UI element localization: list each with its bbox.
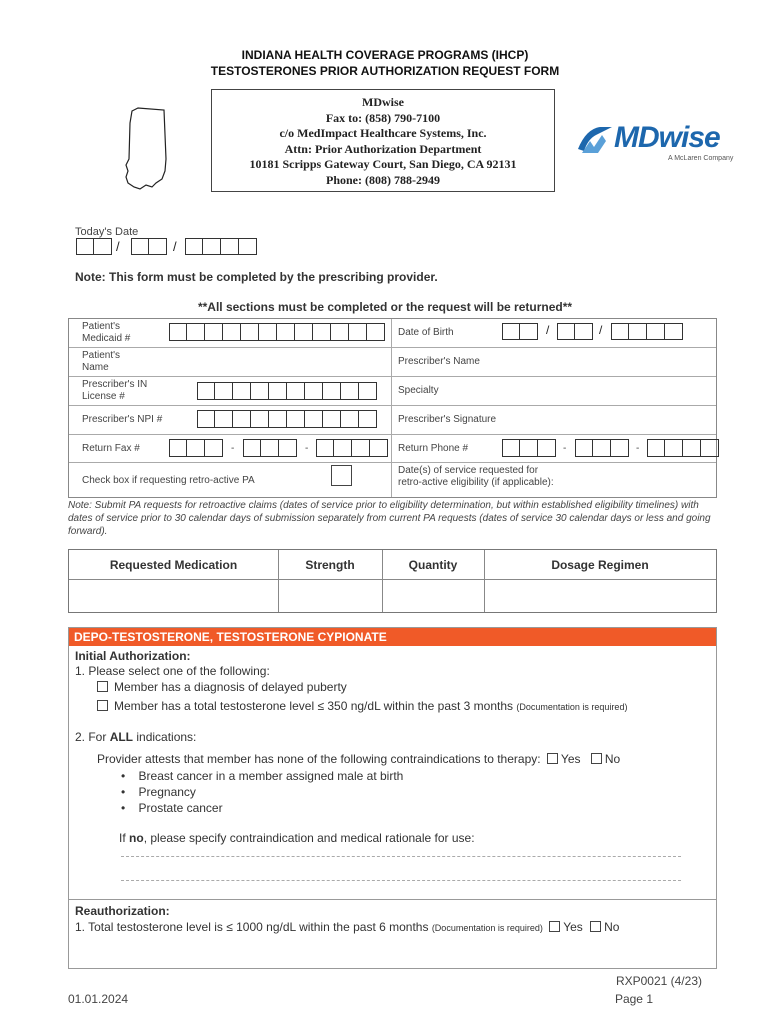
date-day-input[interactable]: [131, 238, 167, 255]
fax-phone: Phone: (808) 788-2949: [326, 172, 440, 187]
dob-year-input[interactable]: [611, 323, 683, 340]
specialty-label: Specialty: [398, 385, 439, 396]
col-dosage-regimen: Dosage Regimen: [551, 557, 649, 572]
return-phone-line-input[interactable]: [647, 439, 719, 457]
date-month-input[interactable]: [76, 238, 112, 255]
return-phone-area-input[interactable]: [502, 439, 556, 457]
date-year-input[interactable]: [185, 238, 257, 255]
attest-yes-checkbox[interactable]: [547, 753, 558, 764]
footer-form-id: RXP0021 (4/23): [615, 974, 702, 988]
retro-checkbox-label: Check box if requesting retro-active PA: [82, 475, 255, 486]
all-sections-note: **All sections must be completed or the request will be returned**: [197, 300, 573, 314]
return-fax-prefix-input[interactable]: [243, 439, 297, 457]
attest-no-checkbox[interactable]: [591, 753, 602, 764]
reauth-no-checkbox[interactable]: [590, 921, 601, 932]
quantity-input[interactable]: [383, 580, 484, 612]
indiana-map-icon: [118, 107, 180, 193]
signature-label: Prescriber's Signature: [398, 414, 497, 425]
footer-page-number: Page 1: [614, 992, 653, 1006]
provider-note: Note: This form must be completed by the prescribing provider.: [75, 270, 438, 284]
return-phone-prefix-input[interactable]: [575, 439, 629, 457]
fax-dash-2: -: [305, 443, 309, 454]
col-requested-medication: Requested Medication: [109, 557, 238, 572]
reauth-no-label: No: [604, 920, 620, 934]
dosage-regimen-input[interactable]: [485, 580, 716, 612]
dob-label: Date of Birth: [398, 327, 454, 338]
testosterone-level-text: Member has a total testosterone level ≤ 350 ng/dL within the past 3 months: [114, 699, 514, 713]
fax-attention: Attn: Prior Authorization Department: [284, 141, 482, 156]
delayed-puberty-checkbox[interactable]: [97, 681, 108, 692]
doc-required-note-1: (Documentation is required): [516, 702, 628, 712]
fax-dash-1: -: [231, 443, 235, 454]
prescriber-name-label: Prescriber's Name: [398, 356, 480, 367]
reauth-heading: Reauthorization:: [75, 904, 170, 918]
fax-address: 10181 Scripps Gateway Court, San Diego, CA 92131: [249, 157, 517, 171]
question-2: 2. For ALL indications:: [75, 730, 197, 744]
npi-number-input[interactable]: [197, 410, 377, 428]
strength-input[interactable]: [279, 580, 382, 612]
attestation-line: [97, 752, 620, 766]
medicaid-number-input[interactable]: [169, 323, 385, 341]
fax-care-of: c/o MedImpact Healthcare Systems, Inc.: [279, 126, 487, 140]
contraindication-prompt: If no, please specify contraindication and medical rationale for use:: [119, 831, 475, 845]
todays-date-label: Today's Date: [75, 226, 139, 238]
rationale-line-2[interactable]: [121, 880, 681, 881]
attest-no-label: No: [604, 752, 621, 766]
mdwise-swoosh-icon: [576, 123, 616, 157]
bullet-item: • Prostate cancer: [121, 801, 223, 815]
criteria-section: [68, 627, 717, 969]
retro-note: Note: Submit PA requests for retroactive claims (dates of service prior to eligibility determination, but within established eligibility timelines) with dates of service prior to 30 calendar days of submission separately from current PA requests (dates of service 30 calendar days or less and going forward).: [68, 500, 711, 537]
question-1: 1. Please select one of the following:: [75, 664, 270, 678]
phone-dash-1: -: [563, 443, 567, 454]
option-delayed-puberty: [97, 680, 347, 694]
dob-day-input[interactable]: [557, 323, 593, 340]
license-number-input[interactable]: [197, 382, 377, 400]
rationale-line-1[interactable]: [121, 856, 681, 857]
fax-info-box: [211, 89, 555, 192]
form-title-line1: INDIANA HEALTH COVERAGE PROGRAMS (IHCP): [241, 48, 529, 62]
bullet-item: • Breast cancer in a member assigned male at birth: [121, 769, 404, 783]
attest-yes-label: Yes: [560, 752, 581, 766]
patient-prescriber-grid: [68, 318, 717, 498]
reauth-yes-label: Yes: [563, 920, 583, 934]
dob-month-input[interactable]: [502, 323, 538, 340]
form-title-line2: TESTOSTERONES PRIOR AUTHORIZATION REQUEST FORM: [210, 64, 560, 78]
col-strength: Strength: [305, 557, 355, 572]
footer-date: 01.01.2024: [68, 992, 129, 1006]
section-header-bar: DEPO-TESTOSTERONE, TESTOSTERONE CYPIONATE: [69, 628, 716, 646]
doc-required-note-2: (Documentation is required): [431, 923, 543, 933]
option-testosterone-level: [97, 699, 627, 713]
return-phone-label: Return Phone #: [398, 443, 469, 454]
return-fax-area-input[interactable]: [169, 439, 223, 457]
return-fax-line-input[interactable]: [316, 439, 388, 457]
dob-sep-1: /: [546, 323, 550, 337]
patient-name-label: Patient's Name: [82, 350, 121, 373]
dos-label: Date(s) of service requested for retro-active eligibility (if applicable):: [398, 465, 554, 488]
dob-sep-2: /: [599, 323, 603, 337]
fax-plan-name: MDwise: [362, 95, 404, 109]
attestation-text: Provider attests that member has none of the following contraindications to therapy:: [97, 752, 541, 766]
reauth-question: [75, 920, 619, 934]
initial-auth-heading: Initial Authorization:: [75, 649, 191, 663]
license-label: Prescriber's IN License #: [82, 379, 148, 402]
fax-number: Fax to: (858) 790-7100: [325, 110, 441, 125]
npi-label: Prescriber's NPI #: [82, 414, 163, 425]
mdwise-logo-text: MDwise: [614, 121, 720, 154]
testosterone-level-checkbox[interactable]: [97, 700, 108, 711]
col-quantity: Quantity: [408, 557, 458, 572]
delayed-puberty-text: Member has a diagnosis of delayed puberty: [114, 680, 347, 694]
phone-dash-2: -: [636, 443, 640, 454]
return-fax-label: Return Fax #: [82, 443, 140, 454]
medication-input[interactable]: [69, 580, 278, 612]
reauth-question-text: 1. Total testosterone level is ≤ 1000 ng/dL within the past 6 months: [75, 920, 429, 934]
date-sep-2: /: [173, 239, 177, 254]
medication-table: [68, 549, 717, 613]
bullet-item: • Pregnancy: [121, 785, 196, 799]
mdwise-tagline: A McLaren Company: [668, 155, 734, 162]
reauth-yes-checkbox[interactable]: [549, 921, 560, 932]
medicaid-label: Patient's Medicaid #: [82, 321, 131, 344]
date-sep-1: /: [116, 239, 120, 254]
retro-checkbox[interactable]: [331, 465, 352, 486]
